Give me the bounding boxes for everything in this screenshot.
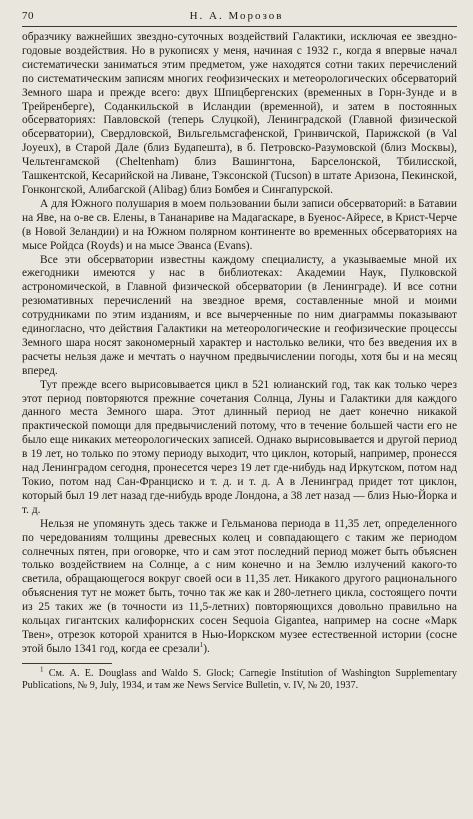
page-number: 70 xyxy=(22,10,34,22)
paragraph: образчику важнейших звездно-суточных воздействий Галактики, исключая ее звездно-годовые воздействия. Но в рукописях у меня, начиная с 1932 г., когда я впервые начал систематически заниматься этим предметом, уже находятся сотни таких перечислений по систематическим записям многих геофизических и метеорологических обсерваторий Земного шара и прежде всего: двух Шпицбергенских (временных в Горн-Зунде и в Трейренберге), Соданкильской в Исландии (временной), и затем в постоянных обсерваториях: Павловской (теперь Слуцкой), Ленинградской (Главной физической обсерватории), Свердловской, Вильгельмсгафенской, Гринвичской, Парижской (в Val Joyeux), в Старой Дале (близ Будапешта), в б. Петровско-Разумовской (близ Москвы), Чельтенгамской (Cheltenham) близ Вашингтона, Барселонской, Тбилисской, Ташкентской, Кесарийской на Ливане, Тэксонской (Tucson) в штате Аризона, Пекинской, Гонконгской, Алибагской (Alibag) близ Бомбея и Сингапурской. xyxy=(22,31,457,196)
running-head-author: Н. А. Морозов xyxy=(189,10,284,22)
footnote-text xyxy=(22,665,458,693)
footnote xyxy=(22,665,458,693)
paragraph: А для Южного полушария в моем пользовании были записи обсерваторий: в Батавии на Яве, на о-ве св. Елены, в Тананариве на Мадагаскаре, в Буенос-Айресе, в Крист-Черче (в Новой Зеландии) и на Южном полярном континенте во временных обсерваториях на мысе Ройдса (Royds) и на мысе Эванса (Evans). xyxy=(22,197,457,252)
paragraph: Все эти обсерватории известны каждому специалисту, а указываемые мной их ежегодники имеются у нас в библиотеках: Академии Наук, Пулковской астрономической, в Главной физической обсерватории (в Ленинграде). И все сотни резюмативных перечислений на звездное время, составленные мной и моими сотрудниками по этим изданиям, и все вычерченные по ним диаграммы показывают единогласно, что действия Галактики на метеорологические и геофизические процессы Земного шара носят закономерный характер и настолько велики, что без введения их в расчеты нельзя даже и мечтать о научном предвычислении погоды, хотя бы и на месяц вперед. xyxy=(22,253,457,377)
paragraph xyxy=(22,518,457,657)
footnote-divider xyxy=(22,663,112,664)
footnote-reference[interactable]: 1 xyxy=(199,641,204,650)
paragraph-text: Нельзя не упомянуть здесь также и Гельманова периода в 11,35 лет, определенного по чередованиям толщины древесных колец и совпадающего с таким же периодом солнечных пятен, при оговорке, что и сам этот последний период может быть объяснен только воздействием на Солнце, а с ним конечно и на Землю излучений какого-то светила, обращающегося вокруг своей оси в 11,35 лет. Никакого другого рационального объяснения тут не может быть, точно так же как и 280-летнего цикла, состоящего почти из 25 таких же (в точности из 11,5-летних) повторяющихся довольно правильно на кольцах гигантских калифорнских сосен Sequoia Gigantea, например на сосне «Марк Твен», отрезок которой хранится в Нью-Иоркском музее естественной истории (сосне этой было 1341 год, когда ее срезали xyxy=(22,517,457,655)
paragraph-closing: ). xyxy=(203,642,210,655)
running-head xyxy=(22,10,457,27)
paragraph: Тут прежде всего вырисовывается цикл в 521 юлианский год, так как только через этот период повторяются прежние сочетания Солнца, Луны и Галактики для каждого данного места Земного шара. Этот длинный период не дает конечно никакой практической помощи для предвычислений потому, что в течение большей части его не было еще никаких метеорологических записей. Однако вырисовывается и другой период в 19 лет, но только по этому периоду выходит, что циклон, который, например, пронесся над Ленинградом сегодня, пронесется через 19 лет где-нибудь над Иркутском, потом над Токио, потом над Сан-Франциско и т. д. и т. д. А в Ленинград придет тот циклон, который был 19 лет назад где-нибудь вроде Лондона, а 38 лет назад — близ Нью-Йорка и т. д. xyxy=(22,378,457,516)
body-text xyxy=(22,31,457,657)
footnote-marker: 1 xyxy=(40,665,44,674)
footnote-body: См. A. E. Douglass and Waldo S. Glock; Carnegie Institution of Washington Supplementary Publications, № 9, July, 1934, и там же News Service Bulletin, v. IV, № 20, 1937. xyxy=(22,667,458,692)
